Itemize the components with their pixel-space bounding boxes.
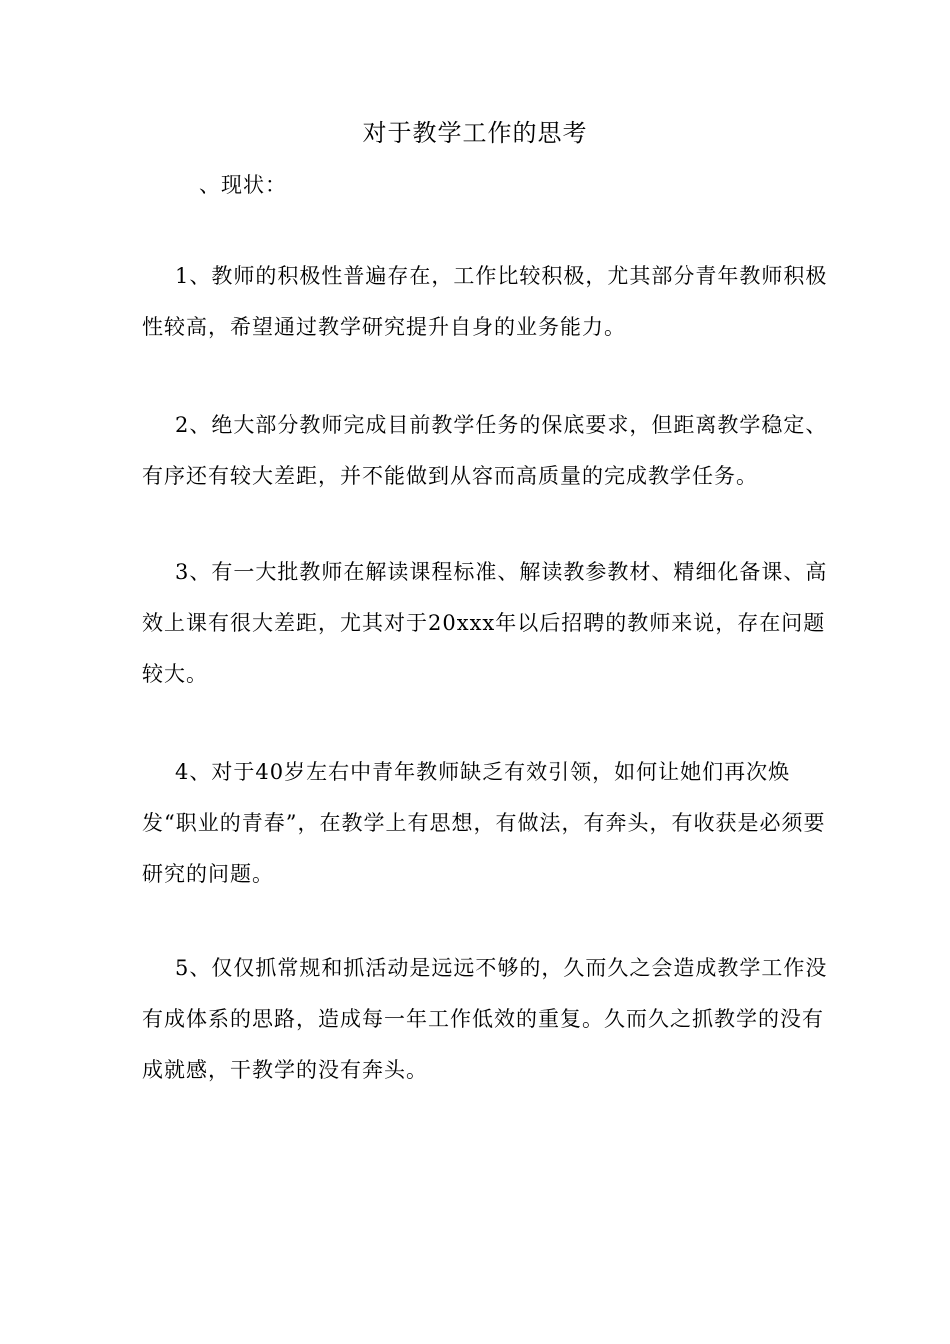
paragraph-3: 3、有一大批教师在解读课程标准、解读教参教材、精细化备课、高效上课有很大差距，尤其对于20xxx年以后招聘的教师来说，存在问题较大。 xyxy=(142,560,828,686)
paragraph-1: 1、教师的积极性普遍存在，工作比较积极，尤其部分青年教师积极性较高，希望通过教学研究提升自身的业务能力。 xyxy=(142,264,828,339)
section-heading: 、现状： xyxy=(199,173,287,197)
paragraph-2: 2、绝大部分教师完成目前教学任务的保底要求，但距离教学稳定、有序还有较大差距，并不能做到从容而高质量的完成教学任务。 xyxy=(142,413,828,488)
paragraph-4: 4、对于40岁左右中青年教师缺乏有效引领，如何让她们再次焕发“职业的青春”，在教学上有思想，有做法，有奔头，有收获是必须要研究的问题。 xyxy=(142,760,826,886)
document-title: 对于教学工作的思考 xyxy=(362,119,588,147)
paragraph-5: 5、仅仅抓常规和抓活动是远远不够的，久而久之会造成教学工作没有成体系的思路，造成每一年工作低效的重复。久而久之抓教学的没有成就感，干教学的没有奔头。 xyxy=(142,956,828,1082)
